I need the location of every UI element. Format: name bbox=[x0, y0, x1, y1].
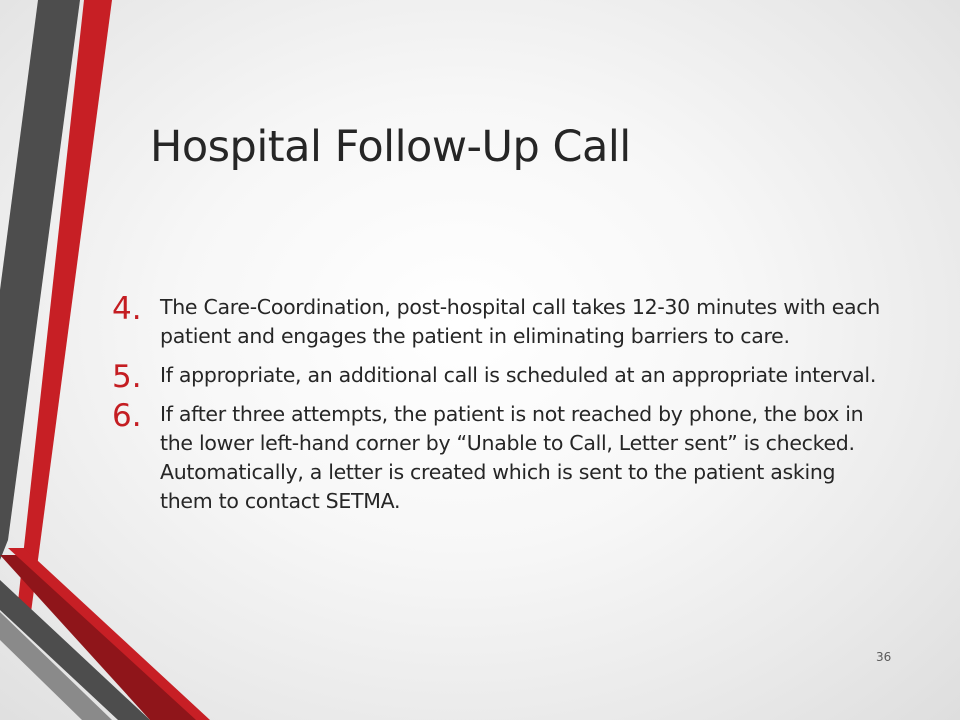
list-item-text: The Care-Coordination, post-hospital call takes 12-30 minutes with each patient and engages the patient in eliminating barriers to care. bbox=[160, 295, 880, 348]
slide-title: Hospital Follow-Up Call bbox=[150, 122, 631, 172]
list-item-text: If appropriate, an additional call is scheduled at an appropriate interval. bbox=[160, 363, 877, 387]
list-item bbox=[112, 293, 892, 351]
list-item-text: If after three attempts, the patient is not reached by phone, the box in the lower left-hand corner by “Unable to Call, Letter sent” is checked. Automatically, a letter is created which is sent to the patient asking them to contact SETMA. bbox=[160, 402, 864, 513]
list-item bbox=[112, 359, 892, 395]
page-number: 36 bbox=[876, 650, 892, 664]
list-item bbox=[112, 400, 892, 516]
list-item-number: 4. bbox=[112, 291, 142, 327]
list-item-number: 5. bbox=[112, 359, 142, 395]
numbered-list bbox=[112, 293, 892, 526]
list-item-number: 6. bbox=[112, 398, 142, 434]
